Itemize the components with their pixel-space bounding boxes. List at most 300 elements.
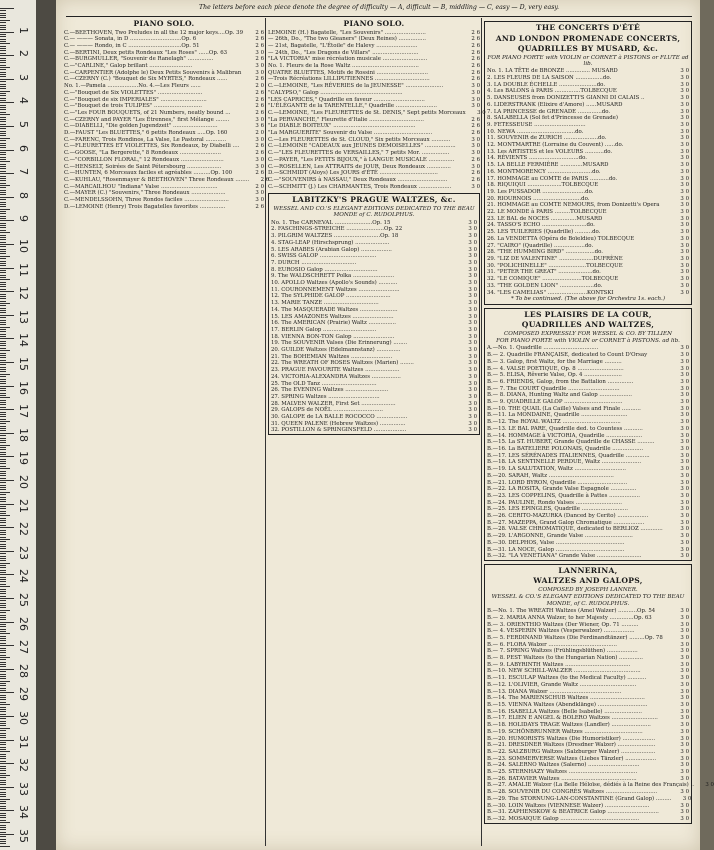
entry-price: 2 6 bbox=[260, 176, 270, 183]
catalogue-entry bbox=[487, 412, 689, 419]
catalogue-entry bbox=[487, 662, 689, 669]
entry-price: 3 0 bbox=[680, 276, 689, 283]
ruler-tick bbox=[0, 329, 6, 330]
catalogue-entry bbox=[271, 300, 477, 307]
ruler-tick bbox=[0, 173, 14, 174]
entry-title: 8. EUROSIO Galop ............................... bbox=[271, 266, 378, 273]
ruler-tick bbox=[0, 423, 6, 424]
entry-title: C.—LEMOINE "CADEAUX aux JEUNES DEMOISELLES" .................. bbox=[268, 143, 456, 150]
ruler-tick bbox=[0, 298, 6, 299]
entry-price: 3 0 bbox=[680, 432, 689, 439]
entry-price: 3 0 bbox=[680, 526, 689, 533]
ruler-tick bbox=[0, 603, 6, 604]
ruler-tick bbox=[0, 426, 6, 427]
ruler-tick bbox=[0, 522, 6, 523]
entry-price: 3 0 bbox=[680, 702, 689, 708]
entry-title: C.—PAYER, "Les PETITS BIJOUX," à LANGUE MUSICALE ............... bbox=[268, 156, 455, 163]
ruler-tick bbox=[0, 678, 6, 679]
catalogue-entry bbox=[487, 95, 689, 102]
entry-price: 3 0 bbox=[468, 273, 477, 280]
catalogue-entry bbox=[487, 635, 689, 642]
ruler-tick bbox=[0, 150, 14, 151]
ruler-tick bbox=[0, 258, 6, 259]
catalogue-entry bbox=[487, 749, 689, 756]
entry-title: B.—24. SALERNO Waltzes (Salerno) .............................. bbox=[487, 762, 640, 769]
catalogue-list bbox=[271, 220, 477, 435]
entry-price: 3 0 bbox=[468, 259, 477, 266]
ruler-tick bbox=[0, 780, 6, 781]
entry-price: 3 0 bbox=[680, 358, 689, 365]
catalogue-entry bbox=[487, 345, 689, 352]
entry-title: B.—31. LA NOCE, Galop ........................................ bbox=[487, 546, 625, 553]
entry-title: 5. LES ARABES (Arabian Galop) .................. bbox=[271, 246, 392, 253]
entry-price: 3 0 bbox=[468, 246, 477, 253]
ruler-tick bbox=[0, 586, 10, 587]
ruler-tick bbox=[0, 777, 6, 778]
catalogue-entry bbox=[271, 381, 477, 388]
entry-title: C.—MENDELSSOHN, Three Rondos faciles .......................... bbox=[64, 197, 229, 204]
catalogue-entry bbox=[64, 76, 264, 83]
entry-title: B.— 8. DIANA, Hunting Waltz and Galop ................... bbox=[487, 392, 632, 399]
ruler-tick bbox=[0, 232, 10, 233]
ruler-tick bbox=[0, 91, 10, 92]
entry-price: 3 0 bbox=[680, 365, 689, 372]
ruler-tick bbox=[0, 279, 10, 280]
catalogue-entry bbox=[64, 176, 270, 184]
entry-title: B.—26. CERITO-MAZURKA (Danced by Cerito) .................. bbox=[487, 513, 649, 520]
ruler-tick bbox=[0, 492, 10, 493]
ruler-tick bbox=[0, 383, 6, 384]
ruler-tick bbox=[0, 10, 6, 11]
ruler-tick bbox=[0, 556, 6, 557]
ruler-tick bbox=[0, 32, 14, 33]
entry-title: LEMOINE (H.) Bagatelle, "Les Souvenirs" ........................ bbox=[268, 29, 426, 36]
catalogue-entry bbox=[487, 142, 689, 149]
entry-title: 32. "LE COMIQUE" .......................TOLBECQUE bbox=[487, 276, 619, 283]
entry-price: 2 6 bbox=[471, 42, 480, 49]
ruler-tick bbox=[0, 683, 6, 684]
ruler-tick bbox=[0, 312, 6, 313]
catalogue-entry bbox=[487, 379, 689, 386]
ruler-number: 2 bbox=[17, 50, 30, 58]
entry-price: 3 0 bbox=[680, 256, 689, 262]
entry-price: 3 0 bbox=[680, 175, 689, 182]
plaisirs-box bbox=[484, 308, 692, 561]
ruler-number: 25 bbox=[17, 593, 30, 607]
catalogue-entry bbox=[487, 189, 689, 196]
entry-price: 3 0 bbox=[680, 675, 689, 682]
catalogue-entry bbox=[268, 130, 480, 137]
ruler-tick bbox=[0, 461, 6, 462]
ruler-tick bbox=[0, 282, 6, 283]
catalogue-entry bbox=[271, 421, 477, 428]
ruler-tick bbox=[0, 754, 6, 755]
catalogue-entry bbox=[64, 97, 264, 104]
entry-price: 3 0 bbox=[680, 235, 689, 242]
ruler-tick bbox=[0, 846, 10, 847]
entry-title: — 24th, Do., "Les Dragons de Villars" ........................... bbox=[268, 49, 419, 56]
ruler-tick bbox=[0, 612, 6, 613]
ruler-tick bbox=[0, 185, 10, 186]
ruler-tick bbox=[0, 676, 6, 677]
catalogue-entry bbox=[487, 439, 689, 446]
entry-price: 2 6 bbox=[471, 69, 480, 76]
ruler-tick bbox=[0, 157, 6, 158]
entry-title: B.—25. LES EPINGLES, Quadrille ........................... bbox=[487, 506, 628, 513]
entry-price: 2 6 bbox=[471, 123, 480, 130]
ruler-tick bbox=[0, 482, 6, 483]
entry-price: 3 0 bbox=[468, 393, 477, 400]
catalogue-entry bbox=[487, 695, 689, 702]
ruler-tick bbox=[0, 633, 10, 634]
entry-title: B.— 5. FERDINAND Waltzes (Die Ferdinandtänzer) .........Op. 78 bbox=[487, 634, 663, 641]
entry-title: C.—BERTINI, Deux petits Rondeaux "Les Roses" ......Op. 63 bbox=[64, 49, 228, 56]
ruler-number: 29 bbox=[17, 687, 30, 702]
ruler-tick bbox=[0, 685, 6, 686]
entry-title: B.—23. LES COPPELINS, Quadrille à Pattes .................. bbox=[487, 492, 640, 499]
entry-title: 17. HOMMAGE au COMTE de PARIS ...........do. bbox=[487, 175, 618, 182]
entry-title: 29. GALOPS de NOËL ............................. bbox=[271, 407, 383, 414]
ruler-tick bbox=[0, 395, 6, 396]
entry-title: 4. STAG-LEAP (Hirschsprung) .................... bbox=[271, 239, 390, 246]
catalogue-entry bbox=[64, 204, 264, 211]
entry-title: B.—22. LA ROSITA, Grande Valse Espagnole ............... bbox=[487, 486, 637, 493]
entry-title: B.—29. L'ARGONNE, Grande Valse ............................ bbox=[487, 533, 633, 540]
entry-title: B.—10. NEW SCHILL-WALZER ....................................... bbox=[487, 668, 641, 675]
entry-price: 2 6 bbox=[255, 29, 264, 36]
labitzky-box bbox=[268, 193, 480, 435]
catalogue-entry bbox=[487, 283, 689, 290]
entry-price: 2 0 bbox=[255, 130, 264, 137]
catalogue-entry bbox=[271, 414, 477, 421]
ruler-tick bbox=[0, 471, 6, 472]
ruler-tick bbox=[0, 636, 6, 637]
entry-price: 3 0 bbox=[471, 163, 480, 170]
ruler-tick bbox=[0, 631, 6, 632]
entry-title: C.—DIABELLI, "Die golden Jugendzeit" .......................... bbox=[64, 123, 218, 130]
ruler-tick bbox=[0, 501, 6, 502]
catalogue-entry bbox=[487, 229, 689, 236]
ruler-tick bbox=[0, 263, 6, 264]
ruler-tick bbox=[0, 336, 6, 337]
ruler-number: 23 bbox=[17, 545, 30, 560]
entry-price: 3 0 bbox=[680, 553, 689, 560]
ruler-tick bbox=[0, 579, 6, 580]
entry-price: 2 6 bbox=[471, 63, 480, 70]
entry-title: 10. APOLLO Waltzes (Apollo's Sounds) ........... bbox=[271, 280, 398, 287]
ruler-tick bbox=[0, 518, 6, 519]
entry-price: 3 0 bbox=[471, 136, 480, 143]
entry-price: 3 0 bbox=[468, 233, 477, 240]
section-heading: QUADRILLES AND WALTZES, bbox=[521, 320, 655, 330]
ruler-tick bbox=[0, 567, 6, 568]
catalogue-entry bbox=[268, 150, 480, 157]
entry-price: 2 6 bbox=[255, 76, 264, 83]
ruler-tick bbox=[0, 758, 6, 759]
ruler-tick bbox=[0, 539, 10, 540]
entry-price: 2 6 bbox=[255, 36, 264, 43]
ruler-tick bbox=[0, 227, 6, 228]
ruler-tick bbox=[0, 643, 6, 644]
catalogue-entry bbox=[487, 493, 689, 500]
ruler-tick bbox=[0, 67, 10, 68]
entry-title: C.—"Bouquet de six IMPERIALES" ........................... bbox=[64, 96, 207, 103]
entry-title: C.—CZERNY (C.) "Bouquet de Six MYRTES," Rondeaux ...... bbox=[64, 76, 228, 83]
entry-price: 3 0 bbox=[680, 519, 689, 526]
catalogue-entry bbox=[487, 628, 689, 635]
ruler-tick bbox=[0, 414, 6, 415]
catalogue-entry bbox=[64, 56, 264, 63]
section-heading: LANNERINA, bbox=[558, 565, 618, 575]
entry-title: 3. LA DOUBLE ÉCHELLE ......................do. bbox=[487, 81, 606, 88]
catalogue-entry bbox=[487, 122, 689, 129]
entry-price: 3 0 bbox=[468, 380, 477, 387]
entry-title: C.—"CORBILLON FLORAL," 12 Rondeaux ......................... bbox=[64, 156, 224, 163]
ruler-tick bbox=[0, 841, 6, 842]
entry-price: 3 0 bbox=[680, 135, 689, 142]
ruler-tick bbox=[0, 261, 6, 262]
entry-title: B.—11. ESCULAP Waltzes (to the Medical Faculty) ........... bbox=[487, 675, 647, 682]
catalogue-entry bbox=[268, 137, 480, 144]
entry-title: B.— 4. VALSE POETIQUE, Op. 8 ........................... bbox=[487, 365, 624, 372]
entry-price: 3 0 bbox=[680, 621, 689, 628]
catalogue-entry bbox=[487, 392, 689, 399]
ruler-tick bbox=[0, 789, 6, 790]
ruler-tick bbox=[0, 468, 10, 469]
catalogue-list bbox=[487, 608, 714, 823]
ruler-tick bbox=[0, 527, 14, 528]
entry-price: 3 0 bbox=[680, 486, 689, 493]
catalogue-entry bbox=[487, 486, 689, 493]
ruler-tick bbox=[0, 331, 6, 332]
entry-price: 3 0 bbox=[255, 116, 264, 123]
entry-price: 3 0 bbox=[680, 229, 689, 236]
ruler-tick bbox=[0, 640, 6, 641]
ruler-tick bbox=[0, 107, 6, 108]
ruler-tick bbox=[0, 808, 6, 809]
entry-title: B.—19. SCHÖNBRUNNER Waltzes .................................. bbox=[487, 728, 643, 735]
ruler-tick bbox=[0, 832, 6, 833]
ruler-tick bbox=[0, 671, 6, 672]
entry-price: 2 6 bbox=[471, 76, 480, 83]
ruler-tick bbox=[0, 95, 6, 96]
section-subheading: WESSEL & CO.'S ELEGANT EDITIONS DEDICATED TO THE BEAU MONDE, of C. RUDOLPHUS. bbox=[491, 594, 685, 607]
entry-title: B.— 9. QUADRILLE GALOP .................................. bbox=[487, 399, 623, 406]
ruler-tick bbox=[0, 74, 6, 75]
catalogue-entry bbox=[271, 307, 477, 314]
catalogue-entry bbox=[64, 157, 264, 164]
entry-price: 3 0 bbox=[255, 63, 264, 70]
catalogue-entry bbox=[64, 137, 264, 144]
entry-title: C.—MARCAILHOU "Indiana" Valse ................................. bbox=[64, 183, 218, 190]
ruler-tick bbox=[0, 133, 6, 134]
catalogue-entry bbox=[487, 196, 689, 203]
entry-price: 2 6 bbox=[255, 56, 264, 63]
entry-title: B.—32. "LA VENETIANA" Grande Valse .......................... bbox=[487, 553, 642, 560]
book-gutter bbox=[36, 0, 56, 850]
entry-price: 3 0 bbox=[680, 399, 689, 406]
ruler-tick bbox=[0, 265, 6, 266]
ruler-tick bbox=[0, 704, 10, 705]
entry-price: 3 0 bbox=[680, 195, 689, 202]
entry-title: 28. MALVEN WALZER, First Set .................... bbox=[271, 400, 396, 407]
ruler-tick bbox=[0, 615, 6, 616]
entry-price: 3 0 bbox=[680, 121, 689, 128]
catalogue-entry bbox=[487, 446, 689, 453]
catalogue-entry bbox=[487, 169, 689, 176]
catalogue-entry bbox=[64, 43, 264, 50]
catalogue-entry bbox=[487, 615, 689, 622]
ruler-tick bbox=[0, 657, 10, 658]
entry-price: 3 0 bbox=[468, 347, 477, 354]
ruler-tick bbox=[0, 596, 6, 597]
ruler-tick bbox=[0, 459, 6, 460]
ruler-tick bbox=[0, 308, 6, 309]
ruler-tick bbox=[0, 209, 10, 210]
catalogue-entry bbox=[271, 327, 477, 334]
entry-price: 3 0 bbox=[468, 326, 477, 333]
continued-note: * To be continued. (The above for Orchestra 1s. each.) bbox=[510, 296, 666, 303]
ruler-tick bbox=[0, 815, 6, 816]
ruler-tick bbox=[0, 784, 6, 785]
catalogue-entry bbox=[487, 466, 689, 473]
entry-title: 30. GALOPE de LA BALLE ROCOCCO .................. bbox=[271, 414, 408, 421]
column-divider bbox=[265, 18, 266, 846]
ruler-tick bbox=[0, 338, 14, 339]
ruler-number: 19 bbox=[17, 451, 30, 466]
ruler-tick bbox=[0, 504, 14, 505]
entry-title: 18. RIQUIQUI ....................TOLBECQUE bbox=[487, 182, 599, 189]
ruler-tick bbox=[0, 438, 6, 439]
entry-price: 3 0 bbox=[680, 755, 689, 762]
entry-price: 3 0 bbox=[468, 239, 477, 246]
ruler-tick bbox=[0, 84, 6, 85]
ruler-tick bbox=[0, 114, 10, 115]
entry-price: 3 0 bbox=[680, 681, 689, 688]
ruler-tick bbox=[0, 246, 6, 247]
entry-price: 2 6 bbox=[255, 143, 264, 150]
catalogue-page bbox=[56, 0, 714, 850]
ruler-tick bbox=[0, 315, 14, 316]
ruler-number: 28 bbox=[17, 663, 30, 678]
ruler-tick bbox=[0, 53, 6, 54]
entry-title: 22. LE MONDE à PARIS .........TOLBECQUE bbox=[487, 209, 607, 216]
entry-price: 2 6 bbox=[471, 116, 480, 123]
ruler-tick bbox=[0, 728, 10, 729]
ruler-tick bbox=[0, 843, 6, 844]
ruler-tick bbox=[0, 22, 6, 23]
ruler-tick bbox=[0, 386, 14, 387]
ruler-tick bbox=[0, 751, 10, 752]
catalogue-entry bbox=[64, 110, 264, 117]
ruler-tick bbox=[0, 565, 6, 566]
entry-price: 3 0 bbox=[680, 108, 689, 115]
entry-price: 3 0 bbox=[680, 506, 689, 513]
entry-price: 3 0 bbox=[680, 614, 689, 621]
catalogue-entry bbox=[271, 387, 477, 394]
ruler-tick bbox=[0, 256, 10, 257]
entry-price: 3 0 bbox=[468, 360, 477, 367]
catalogue-entry bbox=[487, 769, 689, 776]
ruler-tick bbox=[0, 355, 6, 356]
ruler-tick bbox=[0, 773, 6, 774]
ruler-tick bbox=[0, 617, 6, 618]
ruler-tick bbox=[0, 58, 6, 59]
entry-title: B.—17. LES SÉRÉNADES ITALIENNES, Quadrille .............. bbox=[487, 452, 650, 459]
entry-price: 3 0 bbox=[255, 190, 264, 197]
ruler-tick bbox=[0, 442, 6, 443]
ruler-tick bbox=[0, 407, 6, 408]
ruler-tick bbox=[0, 475, 6, 476]
ruler-tick bbox=[0, 593, 6, 594]
ruler-tick bbox=[0, 775, 10, 776]
ruler-tick bbox=[0, 834, 14, 835]
entry-price: 3 0 bbox=[680, 162, 689, 169]
ruler-number: 13 bbox=[17, 309, 30, 324]
catalogue-entry bbox=[487, 803, 689, 810]
ruler-tick bbox=[0, 702, 6, 703]
entry-price: 3 0 bbox=[468, 407, 477, 414]
section-subheading: FOR PIANO FORTE with VIOLIN or CORNET à PISTONS. ad lib. bbox=[496, 338, 680, 345]
ruler-tick bbox=[0, 360, 6, 361]
catalogue-entry bbox=[271, 360, 477, 367]
entry-title: 30. "POLICHINELLE" ......................TOLBECQUE bbox=[487, 262, 623, 269]
entry-title: "LES CAPRICES," Quadrille en faveur .............................. bbox=[268, 96, 425, 103]
entry-title: B.—14. HOMMAGE à VICTORIA, Quadrille ..................... bbox=[487, 432, 643, 439]
entry-title: B.— 6. FRIENDS, Galop, from the Battalion ............... bbox=[487, 378, 634, 385]
ruler-tick bbox=[0, 20, 10, 21]
ruler-tick bbox=[0, 284, 6, 285]
ruler-tick bbox=[0, 697, 6, 698]
entry-price: 2 6 bbox=[471, 36, 480, 43]
entry-title: No. 1.—Pamela ..................No. 4.—Les Fleurs ...... bbox=[64, 83, 201, 90]
entry-price: 3 0 bbox=[680, 142, 689, 149]
ruler-tick bbox=[0, 268, 14, 269]
ruler-tick bbox=[0, 294, 6, 295]
ruler-tick bbox=[0, 659, 6, 660]
catalogue-entry bbox=[64, 83, 264, 90]
entry-price: 3 0 bbox=[680, 88, 689, 95]
catalogue-entry bbox=[268, 143, 480, 150]
ruler-tick bbox=[0, 551, 14, 552]
catalogue-entry bbox=[268, 63, 480, 70]
entry-price: 3 0 bbox=[468, 226, 477, 233]
ruler-tick bbox=[0, 381, 6, 382]
entry-price: 3 0 bbox=[680, 372, 689, 379]
entry-price: 2 6 bbox=[255, 170, 264, 177]
entry-title: 10. NEWA ..................................do. bbox=[487, 128, 584, 135]
ruler-tick bbox=[0, 310, 6, 311]
ruler-tick bbox=[0, 397, 10, 398]
ruler-tick bbox=[0, 497, 6, 498]
entry-title: B.—21. DRESDNER Waltzes (Dresdner Walzer) ...................... bbox=[487, 742, 656, 749]
ruler-tick bbox=[0, 744, 6, 745]
ruler-tick bbox=[0, 749, 6, 750]
catalogue-entry bbox=[487, 526, 689, 533]
ruler-tick bbox=[0, 109, 6, 110]
ruler-tick bbox=[0, 76, 6, 77]
ruler-tick bbox=[0, 421, 10, 422]
entry-price: 3 0 bbox=[680, 728, 689, 735]
catalogue-entry bbox=[271, 273, 477, 280]
catalogue-entry bbox=[487, 276, 689, 283]
catalogue-entry bbox=[271, 280, 477, 287]
ruler-tick bbox=[0, 466, 6, 467]
ruler-tick bbox=[0, 716, 14, 717]
entry-price: 3 0 bbox=[680, 452, 689, 459]
entry-price: 3 0 bbox=[255, 49, 264, 56]
ruler-tick bbox=[0, 584, 6, 585]
